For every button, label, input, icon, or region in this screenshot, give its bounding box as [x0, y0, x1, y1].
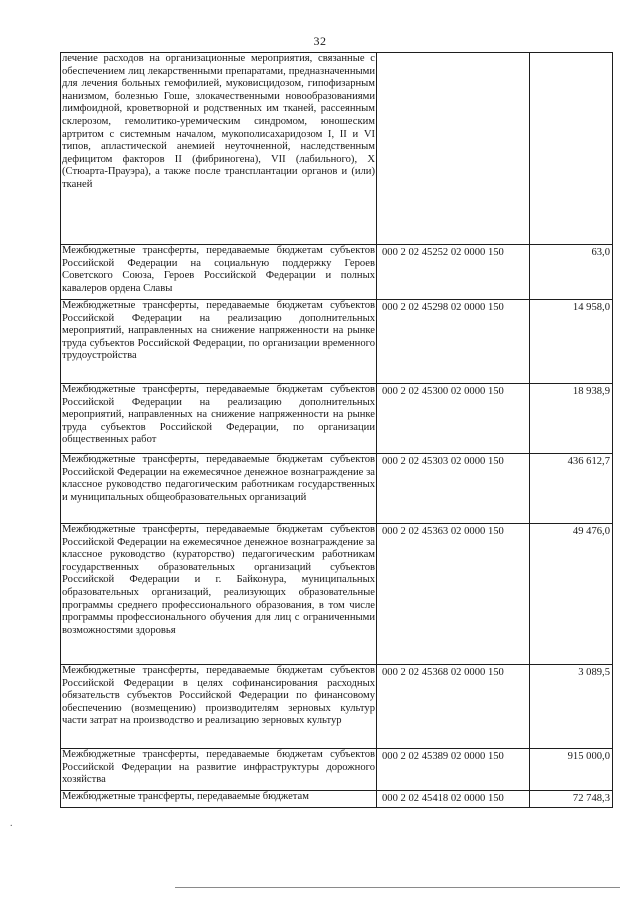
table-row: [61, 53, 613, 245]
row-description: Межбюджетные трансферты, передаваемые бюджетам субъектов Российской Федерации на развитие инфраструктуры дорожного хозяйства: [61, 749, 377, 791]
row-amount: 14 958,0: [530, 300, 613, 384]
row-code: 000 2 02 45418 02 0000 150: [377, 791, 530, 808]
table-row: [61, 300, 613, 384]
row-code: 000 2 02 45300 02 0000 150: [377, 384, 530, 454]
row-code: 000 2 02 45363 02 0000 150: [377, 524, 530, 665]
bottom-divider: [175, 887, 620, 888]
row-code: 000 2 02 45252 02 0000 150: [377, 245, 530, 300]
table-row: [61, 749, 613, 791]
stray-mark: .: [10, 818, 13, 829]
row-amount: 3 089,5: [530, 665, 613, 749]
row-amount: [530, 53, 613, 245]
row-description: Межбюджетные трансферты, передаваемые бюджетам субъектов Российской Федерации на социальную поддержку Героев Советского Союза, Героев Российской Федерации и полных кавалеров ордена Славы: [61, 245, 377, 300]
row-description: Межбюджетные трансферты, передаваемые бюджетам субъектов Российской Федерации на ежемесячное денежное вознаграждение за классное руководство (кураторство) педагогическим работникам государственных образовательных организаций субъектов Российской Федерации и г. Байконура, муниципальных образовательных организаций, реализующих образовательные программы среднего профессионального образования, в том числе программы профессионального обучения для лиц с ограниченными возможностями здоровья: [61, 524, 377, 665]
row-description: Межбюджетные трансферты, передаваемые бюджетам субъектов Российской Федерации на ежемесячное денежное вознаграждение за классное руководство педагогическим работникам государственных и муниципальных общеобразовательных организаций: [61, 454, 377, 524]
table-row: [61, 665, 613, 749]
row-amount: 72 748,3: [530, 791, 613, 808]
row-description: Межбюджетные трансферты, передаваемые бюджетам: [61, 791, 377, 808]
row-amount: 63,0: [530, 245, 613, 300]
row-description: Межбюджетные трансферты, передаваемые бюджетам субъектов Российской Федерации на реализацию дополнительных мероприятий, направленных на снижение напряженности на рынке труда субъектов Российской Федерации, по организации временного трудоустройства: [61, 300, 377, 384]
page-number: 32: [313, 34, 327, 48]
table-row: [61, 454, 613, 524]
table-row: [61, 791, 613, 808]
row-description: лечение расходов на организационные мероприятия, связанные с обеспечением лиц лекарственными препаратами, предназначенными для лечения больных гемофилией, муковисцидозом, гипофизарным нанизмом, болезнью Гоше, злокачественными новообразованиями лимфоидной, кроветворной и родственных им тканей, рассеянным склерозом, гемолитико-уремическим синдромом, юношеским артритом с системным началом, мукополисахаридозом I, II и VI типов, апластической анемией неуточненной, наследственным дефицитом факторов II (фибриногена), VII (лабильного), X (Стюарта-Прауэра), а также после трансплантации органов и (или) тканей: [61, 53, 377, 245]
row-amount: 915 000,0: [530, 749, 613, 791]
row-code: 000 2 02 45303 02 0000 150: [377, 454, 530, 524]
row-amount: 436 612,7: [530, 454, 613, 524]
table-row: [61, 384, 613, 454]
row-code: 000 2 02 45368 02 0000 150: [377, 665, 530, 749]
row-description: Межбюджетные трансферты, передаваемые бюджетам субъектов Российской Федерации в целях софинансирования расходных обязательств субъектов Российской Федерации по финансовому обеспечению (возмещению) производителям зерновых культур части затрат на производство и реализацию зерновых культур: [61, 665, 377, 749]
row-code: 000 2 02 45298 02 0000 150: [377, 300, 530, 384]
table-row: [61, 245, 613, 300]
budget-table: [60, 52, 613, 808]
row-code: 000 2 02 45389 02 0000 150: [377, 749, 530, 791]
row-amount: 18 938,9: [530, 384, 613, 454]
row-code: [377, 53, 530, 245]
table-row: [61, 524, 613, 665]
row-amount: 49 476,0: [530, 524, 613, 665]
row-description: Межбюджетные трансферты, передаваемые бюджетам субъектов Российской Федерации на реализацию дополнительных мероприятий, направленных на снижение напряженности на рынке труда субъектов Российской Федерации, по организации общественных работ: [61, 384, 377, 454]
